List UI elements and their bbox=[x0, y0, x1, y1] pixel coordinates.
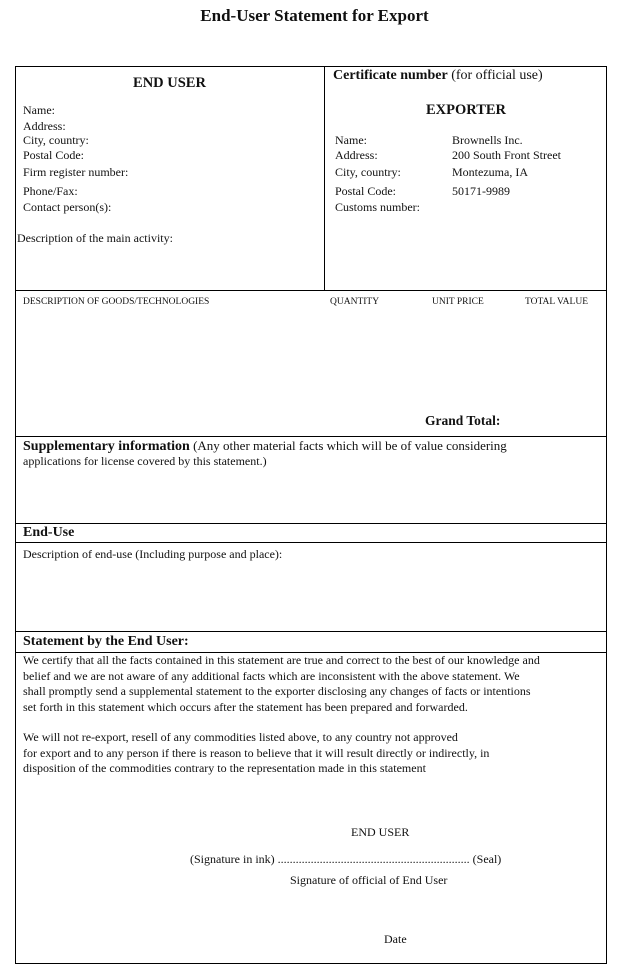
grand-total-label: Grand Total: bbox=[425, 413, 501, 428]
col-total-value-header: TOTAL VALUE bbox=[525, 297, 589, 307]
certificate-number-label: Certificate number (for official use) bbox=[333, 68, 543, 83]
divider-supplementary bbox=[15, 436, 607, 437]
exporter-heading: EXPORTER bbox=[425, 102, 507, 118]
exporter-name-label: Name: bbox=[335, 133, 367, 147]
supplementary-heading: Supplementary information bbox=[23, 439, 190, 454]
end-user-postal-label: Postal Code: bbox=[23, 148, 85, 162]
end-use-description-label: Description of end-use (Including purpose and place): bbox=[23, 547, 283, 561]
statement-p1-line3: shall promptly send a supplemental statement to the exporter disclosing any changes of facts or intentions bbox=[23, 684, 531, 698]
end-user-phone-fax-label: Phone/Fax: bbox=[23, 184, 78, 198]
divider-statement bbox=[15, 631, 607, 632]
col-unit-price-header: UNIT PRICE bbox=[432, 297, 484, 307]
end-user-contact-label: Contact person(s): bbox=[23, 200, 112, 214]
end-use-heading: End-Use bbox=[23, 525, 75, 540]
end-user-address-label: Address: bbox=[23, 119, 66, 133]
exporter-postal-label: Postal Code: bbox=[335, 184, 397, 198]
exporter-customs-label: Customs number: bbox=[335, 200, 421, 214]
exporter-name-value: Brownells Inc. bbox=[452, 133, 523, 147]
statement-p2-line1: We will not re-export, resell of any commodities listed above, to any country not approved bbox=[23, 730, 458, 744]
column-divider bbox=[324, 66, 325, 290]
exporter-city-label: City, country: bbox=[335, 165, 401, 179]
supplementary-info-text: Supplementary information (Any other material facts which will be of value considering bbox=[23, 438, 507, 454]
col-quantity-header: QUANTITY bbox=[330, 297, 380, 307]
exporter-postal-value: 50171-9989 bbox=[452, 184, 510, 198]
divider-end-use-body bbox=[15, 542, 607, 543]
statement-paragraph-2 bbox=[23, 730, 489, 777]
document-title: End-User Statement for Export bbox=[200, 6, 429, 25]
exporter-city-value: Montezuma, IA bbox=[452, 165, 528, 179]
divider-end-use bbox=[15, 523, 607, 524]
statement-p1-line1: We certify that all the facts contained in this statement are true and correct to the best of our knowledge and bbox=[23, 653, 540, 667]
exporter-address-value: 200 South Front Street bbox=[452, 148, 562, 162]
statement-p1-line2: belief and we are not aware of any additional facts which are inconsistent with the above statement. We bbox=[23, 668, 520, 683]
supplementary-info-line2: applications for license covered by this statement.) bbox=[23, 454, 267, 468]
statement-p1-line4: set forth in this statement which occurs after the statement has been prepared and forwarded. bbox=[23, 699, 468, 714]
signature-end-user-label: END USER bbox=[351, 825, 410, 839]
end-user-name-label: Name: bbox=[23, 103, 55, 117]
end-user-heading: END USER bbox=[133, 75, 206, 91]
date-label: Date bbox=[384, 932, 407, 946]
statement-p2-line3: disposition of the commodities contrary to the representation made in this statement bbox=[23, 761, 426, 775]
exporter-address-label: Address: bbox=[335, 148, 378, 162]
divider-goods bbox=[15, 290, 607, 291]
official-signature-label: Signature of official of End User bbox=[290, 873, 448, 887]
statement-paragraph-1 bbox=[23, 653, 540, 715]
col-description-header: DESCRIPTION OF GOODS/TECHNOLOGIES bbox=[23, 297, 210, 307]
end-user-firm-register-label: Firm register number: bbox=[23, 165, 129, 179]
end-user-city-label: City, country: bbox=[23, 133, 89, 147]
statement-heading: Statement by the End User: bbox=[23, 634, 189, 649]
statement-p2-line2: for export and to any person if there is reason to believe that it will result directly or indirectly, in bbox=[23, 745, 490, 760]
signature-line: (Signature in ink) ................................................................ (Seal) bbox=[190, 852, 502, 866]
main-activity-label: Description of the main activity: bbox=[17, 231, 173, 245]
